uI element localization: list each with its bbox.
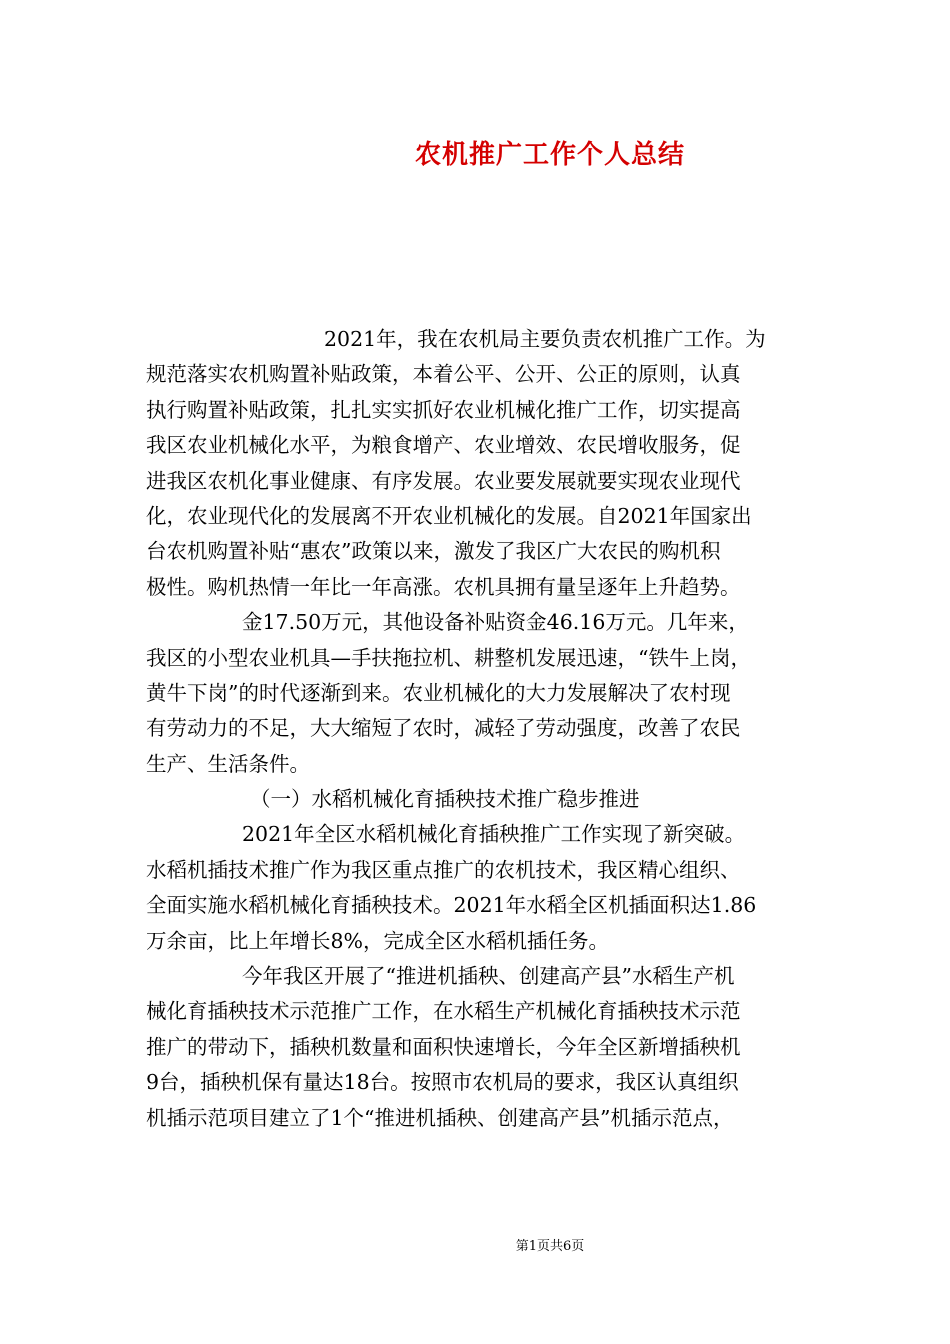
body-line: 万余亩，比上年增长8%，完成全区水稻机插任务。	[146, 928, 610, 953]
body-line: 全面实施水稻机械化育插秧技术。2021年水稻全区机插面积达1.86	[146, 893, 757, 918]
section-heading: （一）水稻机械化育插秧技术推广稳步推进	[250, 787, 640, 812]
body-line: 9台，插秧机保有量达18台。按照市农机局的要求，我区认真组织	[146, 1070, 739, 1095]
body-line: 黄牛下岗”的时代逐渐到来。农业机械化的大力发展解决了农村现	[146, 680, 731, 705]
body-line: 台农机购置补贴“惠农”政策以来，激发了我区广大农民的购机积	[146, 539, 721, 564]
body-line: 生产、生活条件。	[146, 751, 310, 776]
body-line: 执行购置补贴政策，扎扎实实抓好农业机械化推广工作，切实提高	[146, 397, 741, 422]
body-line: 水稻机插技术推广作为我区重点推广的农机技术，我区精心组织、	[146, 857, 741, 882]
body-line: 进我区农机化事业健康、有序发展。农业要发展就要实现农业现代	[146, 468, 741, 493]
body-line: 化，农业现代化的发展离不开农业机械化的发展。自2021年国家出	[146, 503, 752, 528]
body-line: 我区农业机械化水平，为粮食增产、农业增效、农民增收服务，促	[146, 433, 741, 458]
body-line: 2021年，我在农机局主要负责农机推广工作。为	[324, 327, 766, 351]
document-title: 农机推广工作个人总结	[414, 140, 685, 170]
body-line: 我区的小型农业机具—手扶拖拉机、耕整机发展迅速，“铁牛上岗，	[146, 645, 751, 670]
body-line: 机插示范项目建立了1个“推进机插秧、创建高产县”机插示范点，	[146, 1105, 734, 1130]
body-line: 械化育插秧技术示范推广工作，在水稻生产机械化育插秧技术示范	[146, 999, 741, 1024]
page-number: 第1页共6页	[515, 1239, 585, 1254]
body-line: 2021年全区水稻机械化育插秧推广工作实现了新突破。	[242, 822, 746, 847]
body-line: 极性。购机热情一年比一年高涨。农机具拥有量呈逐年上升趋势。	[146, 574, 741, 599]
body-line: 金17.50万元，其他设备补贴资金46.16万元。几年来，	[242, 610, 749, 635]
body-line: 规范落实农机购置补贴政策，本着公平、公开、公正的原则，认真	[146, 362, 741, 387]
document-body	[146, 322, 810, 1136]
body-line: 有劳动力的不足，大大缩短了农时，减轻了劳动强度，改善了农民	[146, 716, 741, 741]
body-line: 推广的带动下，插秧机数量和面积快速增长，今年全区新增插秧机	[146, 1034, 741, 1059]
body-line: 今年我区开展了“推进机插秧、创建高产县”水稻生产机	[242, 964, 735, 989]
